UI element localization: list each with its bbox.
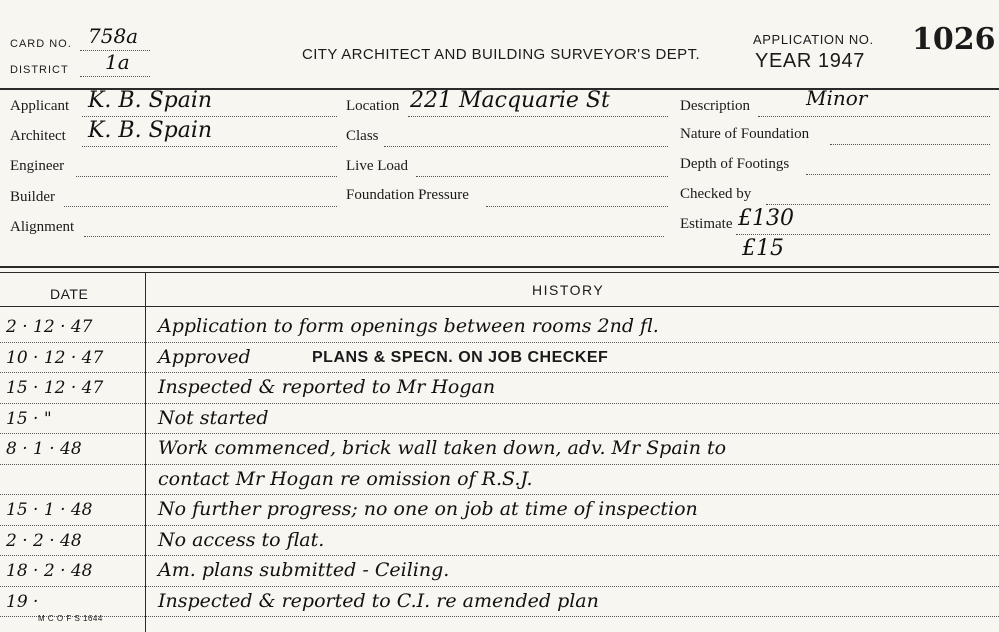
row-history-text: contact Mr Hogan re omission of R.S.J.: [158, 467, 533, 490]
row-date: 2 · 2 · 48: [6, 530, 82, 551]
table-row: [0, 343, 999, 374]
row-history-text: Approved: [158, 345, 251, 368]
row-history-text: Inspected & reported to Mr Hogan: [158, 376, 496, 398]
row-history-text: No access to flat.: [158, 528, 325, 551]
form-code: M C O F S 1644: [38, 614, 103, 623]
engineer-line: [76, 176, 337, 177]
row-date: 10 · 12 · 47: [6, 347, 104, 368]
table-row: [0, 495, 999, 526]
date-header: DATE: [50, 286, 89, 302]
card-no-label: CARD NO.: [10, 38, 72, 50]
row-date: 19 ·: [6, 591, 39, 612]
application-no-value: 1026: [912, 22, 996, 57]
nature-of-foundation-label: Nature of Foundation: [680, 126, 810, 142]
nature-of-foundation-line: [830, 144, 990, 145]
depth-of-footings-line: [806, 174, 990, 175]
estimate-label: Estimate: [680, 216, 733, 232]
applicant-value: K. B. Spain: [88, 88, 213, 113]
row-date: 8 · 1 · 48: [6, 439, 82, 459]
architect-line: [82, 146, 337, 147]
checked-by-line: [766, 204, 990, 205]
table-row: [0, 556, 999, 587]
row-history-text: Not started: [158, 406, 269, 429]
row-line: [0, 616, 999, 617]
table-header-rule: [0, 306, 999, 307]
builder-line: [64, 206, 337, 207]
estimate-value-1: £130: [738, 206, 794, 231]
row-date: 18 · 2 · 48: [6, 561, 93, 581]
district-line: [80, 76, 150, 77]
row-history-text: Work commenced, brick wall taken down, adv. Mr Spain to: [158, 437, 727, 459]
row-history-text: Am. plans submitted - Ceiling.: [158, 559, 450, 581]
table-top-rule: [0, 266, 999, 268]
table-row: [0, 526, 999, 557]
foundation-pressure-line: [486, 206, 668, 207]
builder-label: Builder: [10, 189, 55, 205]
class-label: Class: [346, 128, 379, 144]
table-row: [0, 404, 999, 435]
application-no-label: APPLICATION NO.: [753, 32, 874, 47]
table-top-rule-2: [0, 272, 999, 273]
estimate-line: [736, 234, 990, 235]
location-line: [408, 116, 668, 117]
architect-label: Architect: [10, 128, 66, 144]
table-row: [0, 312, 999, 343]
applicant-line: [82, 116, 337, 117]
year-label: YEAR 1947: [755, 50, 865, 72]
dept-title: CITY ARCHITECT AND BUILDING SURVEYOR'S DEPT.: [302, 46, 701, 63]
district-label: DISTRICT: [10, 64, 69, 76]
table-row: [0, 434, 999, 465]
live-load-line: [416, 176, 668, 177]
location-value: 221 Macquarie St: [410, 88, 610, 113]
row-date: 15 · ": [6, 408, 52, 429]
estimate-value-2: £15: [742, 236, 784, 261]
alignment-line: [84, 236, 664, 237]
district-value: 1a: [105, 50, 130, 74]
alignment-label: Alignment: [10, 219, 75, 235]
location-label: Location: [346, 98, 400, 114]
live-load-label: Live Load: [346, 158, 409, 174]
history-header: HISTORY: [532, 282, 605, 298]
table-row: [0, 373, 999, 404]
description-label: Description: [680, 98, 750, 114]
description-line: [758, 116, 990, 117]
engineer-label: Engineer: [10, 158, 65, 174]
card-no-value: 758a: [88, 24, 139, 48]
row-history-text: Inspected & reported to C.I. re amended plan: [158, 589, 599, 612]
class-line: [384, 146, 668, 147]
applicant-label: Applicant: [10, 98, 70, 114]
depth-of-footings-label: Depth of Footings: [680, 156, 790, 172]
row-history-text: Application to form openings between rooms 2nd fl.: [158, 315, 659, 337]
table-row: [0, 587, 999, 618]
row-date: 15 · 12 · 47: [6, 378, 104, 398]
row-stamp: PLANS & SPECN. ON JOB CHECKEF: [312, 348, 609, 366]
description-value: Minor: [806, 86, 868, 110]
table-row: [0, 465, 999, 496]
checked-by-label: Checked by: [680, 186, 752, 202]
row-date: 15 · 1 · 48: [6, 500, 93, 520]
row-date: 2 · 12 · 47: [6, 317, 93, 337]
row-history-text: No further progress; no one on job at time of inspection: [158, 498, 698, 520]
architect-value: K. B. Spain: [88, 118, 213, 143]
foundation-pressure-label: Foundation Pressure: [346, 187, 469, 203]
